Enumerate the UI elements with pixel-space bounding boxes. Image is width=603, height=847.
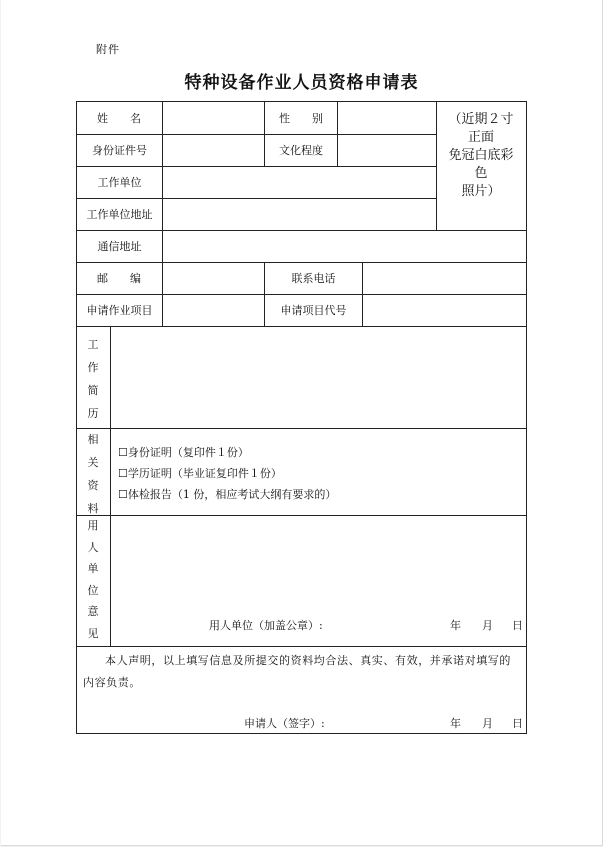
work-unit-address-field[interactable] xyxy=(163,199,436,230)
education-field[interactable] xyxy=(338,135,436,166)
id-label: 身份证件号 xyxy=(92,144,147,157)
resume-label: 工 作 简 历 xyxy=(87,338,99,420)
employer-seal-label: 用人单位（加盖公章）: xyxy=(209,619,323,632)
applicant-date-day: 日 xyxy=(512,717,523,730)
employer-date-year: 年 xyxy=(450,619,461,632)
materials-list xyxy=(118,442,336,505)
material-item-text: ☐体检报告（1 份，相应考试大纲有要求的） xyxy=(118,488,337,501)
applicant-date-month: 月 xyxy=(482,717,493,730)
employer-date-month: 月 xyxy=(482,619,493,632)
table-border-right xyxy=(526,101,527,734)
employer-opinion-label: 用 人 单 位 意 见 xyxy=(87,519,99,640)
apply-item-label: 申请作业项目 xyxy=(86,304,153,317)
declaration-text: 本人声明，以上填写信息及所提交的资料均合法、真实、有效，并承诺对填写的内容负责。 xyxy=(83,654,511,689)
postcode-label-part: 编 xyxy=(130,272,141,285)
document-page xyxy=(1,0,603,846)
applicant-sign-label: 申请人（签字）: xyxy=(244,717,325,730)
employer-date-day: 日 xyxy=(512,619,523,632)
apply-code-field[interactable] xyxy=(363,295,526,326)
photo-placeholder: （近期２寸 正面 免冠白底彩 色 照片） xyxy=(448,112,514,199)
education-label: 文化程度 xyxy=(279,144,323,157)
material-item-medical[interactable] xyxy=(118,484,336,505)
postcode-label-part: 邮 xyxy=(97,272,108,285)
name-label-part: 姓 xyxy=(97,111,108,125)
work-unit-field[interactable] xyxy=(163,167,436,198)
name-field[interactable] xyxy=(163,102,264,134)
table-border-bottom xyxy=(76,733,527,734)
gender-field[interactable] xyxy=(338,102,436,134)
gender-label-part: 性 xyxy=(279,111,290,125)
phone-field[interactable] xyxy=(363,263,526,294)
materials-label: 相 关 资 料 xyxy=(87,433,99,515)
resume-field[interactable] xyxy=(111,327,526,428)
mailing-address-field[interactable] xyxy=(163,231,526,262)
row-line xyxy=(76,646,527,647)
material-item-id[interactable] xyxy=(118,442,336,463)
form-title: 特种设备作业人员资格申请表 xyxy=(184,73,419,93)
name-label-part: 名 xyxy=(130,111,141,125)
row-line xyxy=(76,428,527,429)
work-unit-address-label: 工作单位地址 xyxy=(86,208,153,221)
attachment-label: 附件 xyxy=(96,43,120,56)
material-item-education[interactable] xyxy=(118,463,336,484)
postcode-field[interactable] xyxy=(163,263,264,294)
work-unit-label: 工作单位 xyxy=(97,176,142,189)
id-field[interactable] xyxy=(163,135,264,166)
employer-opinion-field[interactable] xyxy=(111,516,526,612)
apply-code-label: 申请项目代号 xyxy=(280,304,347,317)
postcode-label xyxy=(97,262,141,294)
gender-label-part: 别 xyxy=(312,111,323,125)
apply-item-field[interactable] xyxy=(163,295,264,326)
applicant-date-year: 年 xyxy=(450,717,461,730)
name-label xyxy=(97,101,141,134)
material-item-text: ☐学历证明（毕业证复印件１份） xyxy=(118,467,282,480)
phone-label: 联系电话 xyxy=(291,272,336,285)
gender-label xyxy=(279,101,323,134)
material-item-text: ☐身份证明（复印件１份） xyxy=(118,446,249,459)
mailing-address-label: 通信地址 xyxy=(97,240,142,253)
